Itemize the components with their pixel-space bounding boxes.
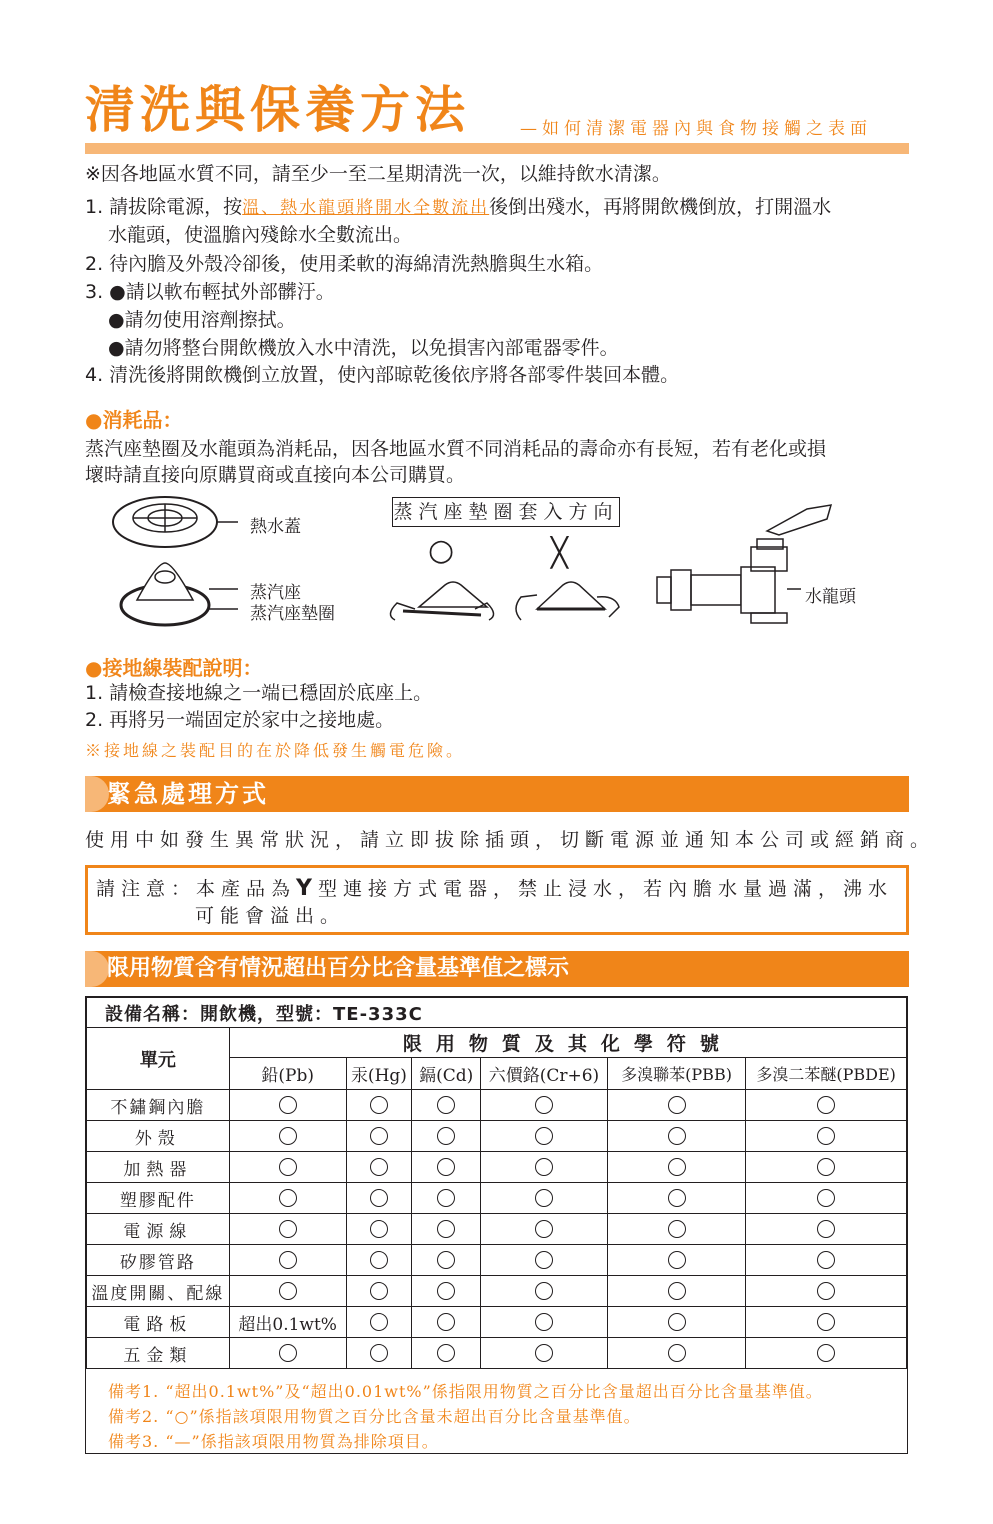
circle-icon	[437, 1344, 455, 1362]
compliant-mark	[746, 1338, 907, 1369]
compliant-mark	[607, 1338, 746, 1369]
step1-text-a: 1. 請拔除電源，按	[85, 196, 243, 218]
note-3: 備考3. “—”係指該項限用物質為排除項目。	[108, 1432, 439, 1451]
compliant-mark	[607, 1121, 746, 1152]
circle-icon	[535, 1313, 553, 1331]
grounding-step-2: 2. 再將另一端固定於家中之接地處。	[85, 709, 395, 731]
circle-icon	[370, 1189, 388, 1207]
emergency-title: 緊急處理方式	[107, 780, 269, 808]
cleaning-note: ※因各地區水質不同，請至少一至二星期清洗一次，以維持飲水清潔。	[85, 163, 671, 185]
correct-mark: ○	[428, 533, 455, 568]
circle-icon	[668, 1282, 686, 1300]
circle-icon	[437, 1096, 455, 1114]
label-faucet: 水龍頭	[805, 587, 856, 607]
circle-icon	[817, 1189, 835, 1207]
compliant-mark	[746, 1276, 907, 1307]
circle-icon	[668, 1220, 686, 1238]
compliant-mark	[481, 1121, 608, 1152]
table-row	[87, 1214, 907, 1245]
compliant-mark	[346, 1090, 412, 1121]
compliant-mark	[346, 1121, 412, 1152]
circle-icon	[370, 1127, 388, 1145]
circle-icon	[437, 1282, 455, 1300]
circle-icon	[370, 1282, 388, 1300]
circle-icon	[279, 1127, 297, 1145]
circle-icon	[668, 1189, 686, 1207]
table-row	[87, 1183, 907, 1214]
step1-text-b: 後倒出殘水，再將開飲機倒放，打開溫水	[489, 196, 832, 218]
circle-icon	[535, 1096, 553, 1114]
circle-icon	[279, 1251, 297, 1269]
cleaning-step-3a: 3. ●請以軟布輕拭外部髒汙。	[85, 281, 335, 303]
compliant-mark	[746, 1245, 907, 1276]
circle-icon	[437, 1189, 455, 1207]
cleaning-step-1-cont: 水龍頭，使溫膽內殘餘水全數流出。	[108, 224, 413, 246]
notice-y-mark: Y	[296, 876, 318, 901]
cleaning-step-1	[85, 194, 831, 221]
circle-icon	[817, 1127, 835, 1145]
component-name: 不鏽鋼內膽	[87, 1090, 230, 1121]
compliant-mark	[481, 1245, 608, 1276]
compliant-mark	[229, 1121, 346, 1152]
circle-icon	[279, 1220, 297, 1238]
grounding-heading: ●接地線裝配說明：	[85, 656, 263, 680]
component-name: 電路板	[87, 1307, 230, 1338]
circle-icon	[668, 1158, 686, 1176]
compliant-mark	[412, 1152, 481, 1183]
note-1: 備考1. “超出0.1wt%”及“超出0.01wt%”係指限用物質之百分比含量超出百分比含量基準值。	[108, 1382, 823, 1401]
notice-text-b: 型連接方式電器，禁止浸水，若內膽水量過滿，沸水	[317, 878, 893, 900]
compliant-mark	[607, 1276, 746, 1307]
circle-icon	[817, 1313, 835, 1331]
circle-icon	[817, 1344, 835, 1362]
compliant-mark	[229, 1276, 346, 1307]
component-name: 外殼	[87, 1121, 230, 1152]
table-row	[87, 1121, 907, 1152]
equipment-name: 設備名稱：開飲機，型號：TE-333C	[87, 998, 907, 1028]
compliant-mark	[229, 1338, 346, 1369]
component-name: 加熱器	[87, 1152, 230, 1183]
compliant-mark	[746, 1183, 907, 1214]
wrong-mark: ╳	[551, 536, 568, 569]
compliant-mark	[412, 1338, 481, 1369]
compliant-mark	[412, 1214, 481, 1245]
component-name: 電源線	[87, 1214, 230, 1245]
circle-icon	[668, 1313, 686, 1331]
consumables-heading: ●消耗品：	[85, 408, 183, 432]
circle-icon	[668, 1127, 686, 1145]
circle-icon	[279, 1344, 297, 1362]
component-name: 五金類	[87, 1338, 230, 1369]
circle-icon	[535, 1189, 553, 1207]
circle-icon	[817, 1282, 835, 1300]
notice-text-a: 請注意：本產品為	[96, 878, 297, 900]
restricted-substance-table	[85, 996, 908, 1454]
compliant-mark	[481, 1090, 608, 1121]
table-row	[87, 1338, 907, 1369]
compliant-mark	[746, 1121, 907, 1152]
substance-column-header: 六價鉻(Cr+6)	[481, 1058, 608, 1090]
cleaning-step-4: 4. 清洗後將開飲機倒立放置，使內部晾乾後依序將各部零件裝回本體。	[85, 364, 680, 386]
circle-icon	[437, 1313, 455, 1331]
compliant-mark	[481, 1307, 608, 1338]
compliant-mark	[346, 1183, 412, 1214]
substances-group-header: 限用物質及其化學符號	[229, 1028, 906, 1058]
circle-icon	[370, 1344, 388, 1362]
table-row	[87, 1090, 907, 1121]
compliant-mark	[229, 1183, 346, 1214]
compliant-mark	[481, 1276, 608, 1307]
circle-icon	[535, 1251, 553, 1269]
circle-icon	[535, 1220, 553, 1238]
compliant-mark	[412, 1183, 481, 1214]
notice-line-2: 可能會溢出。	[195, 905, 346, 927]
table-row	[87, 1245, 907, 1276]
table-row	[87, 1276, 907, 1307]
compliant-mark	[346, 1338, 412, 1369]
compliant-mark	[346, 1307, 412, 1338]
component-name: 溫度開關、配線	[87, 1276, 230, 1307]
compliant-mark	[412, 1245, 481, 1276]
consumables-text-a: 蒸汽座墊圈及水龍頭為消耗品，因各地區水質不同消耗品的壽命亦有長短，若有老化或損	[85, 438, 827, 460]
circle-icon	[668, 1096, 686, 1114]
notice-box	[85, 865, 909, 935]
substance-table	[86, 997, 907, 1369]
circle-icon	[668, 1251, 686, 1269]
circle-icon	[370, 1251, 388, 1269]
compliant-mark	[412, 1276, 481, 1307]
exceeds-value: 超出0.1wt%	[229, 1307, 346, 1338]
header-rule	[85, 143, 909, 154]
circle-icon	[817, 1251, 835, 1269]
compliant-mark	[746, 1214, 907, 1245]
compliant-mark	[229, 1090, 346, 1121]
compliant-mark	[607, 1152, 746, 1183]
consumables-text-b: 壞時請直接向原購買商或直接向本公司購買。	[85, 464, 466, 486]
circle-icon	[668, 1344, 686, 1362]
circle-icon	[535, 1127, 553, 1145]
compliant-mark	[607, 1214, 746, 1245]
grounding-note: ※接地線之裝配目的在於降低發生觸電危險。	[85, 741, 466, 760]
compliant-mark	[346, 1245, 412, 1276]
circle-icon	[535, 1282, 553, 1300]
substance-column-header: 多溴二苯醚(PBDE)	[746, 1058, 907, 1090]
unit-header: 單元	[87, 1028, 230, 1090]
compliant-mark	[607, 1245, 746, 1276]
compliant-mark	[481, 1152, 608, 1183]
compliant-mark	[481, 1214, 608, 1245]
compliant-mark	[346, 1214, 412, 1245]
circle-icon	[279, 1282, 297, 1300]
table-row	[87, 1152, 907, 1183]
compliant-mark	[746, 1307, 907, 1338]
circle-icon	[370, 1096, 388, 1114]
grounding-step-1: 1. 請檢查接地線之一端已穩固於底座上。	[85, 682, 433, 704]
wrong-orientation-illustration	[516, 582, 619, 620]
circle-icon	[370, 1158, 388, 1176]
cleaning-step-2: 2. 待內膽及外殼冷卻後，使用柔軟的海綿清洗熱膽與生水箱。	[85, 253, 604, 275]
circle-icon	[279, 1096, 297, 1114]
label-steam-seat-gasket: 蒸汽座墊圈	[250, 604, 335, 624]
compliant-mark	[607, 1307, 746, 1338]
compliant-mark	[412, 1121, 481, 1152]
circle-icon	[437, 1127, 455, 1145]
page-title: 清洗與保養方法	[85, 81, 470, 139]
circle-icon	[370, 1313, 388, 1331]
substance-column-header: 多溴聯苯(PBB)	[607, 1058, 746, 1090]
circle-icon	[535, 1158, 553, 1176]
circle-icon	[817, 1220, 835, 1238]
compliant-mark	[746, 1090, 907, 1121]
notice-line-1	[96, 874, 893, 901]
compliant-mark	[229, 1245, 346, 1276]
component-name: 矽膠管路	[87, 1245, 230, 1276]
restricted-title: 限用物質含有情況超出百分比含量基準值之標示	[107, 956, 570, 981]
emergency-bar	[85, 776, 909, 812]
compliant-mark	[346, 1276, 412, 1307]
bar-accent	[85, 776, 109, 812]
compliant-mark	[607, 1090, 746, 1121]
substance-column-header: 鎘(Cd)	[412, 1058, 481, 1090]
label-steam-seat: 蒸汽座	[250, 583, 301, 603]
compliant-mark	[412, 1090, 481, 1121]
compliant-mark	[229, 1214, 346, 1245]
steam-seat-illustration	[121, 563, 238, 625]
circle-icon	[437, 1251, 455, 1269]
substance-column-header: 汞(Hg)	[346, 1058, 412, 1090]
compliant-mark	[481, 1338, 608, 1369]
circle-icon	[370, 1220, 388, 1238]
bar-accent	[85, 951, 109, 987]
lid-illustration	[113, 497, 238, 547]
circle-icon	[437, 1220, 455, 1238]
cleaning-step-3b: ●請勿使用溶劑擦拭。	[108, 309, 296, 331]
page-subtitle: —如何清潔電器內與食物接觸之表面	[520, 119, 872, 139]
compliant-mark	[607, 1183, 746, 1214]
restricted-bar	[85, 951, 909, 987]
substance-column-header: 鉛(Pb)	[229, 1058, 346, 1090]
circle-icon	[817, 1158, 835, 1176]
label-hot-water-lid: 熱水蓋	[250, 517, 301, 537]
compliant-mark	[746, 1152, 907, 1183]
step1-highlight: 溫、熱水龍頭將開水全數流出	[242, 198, 490, 218]
circle-icon	[279, 1189, 297, 1207]
emergency-text: 使用中如發生異常狀況，請立即拔除插頭，切斷電源並通知本公司或經銷商。	[85, 829, 936, 851]
circle-icon	[817, 1096, 835, 1114]
circle-icon	[535, 1344, 553, 1362]
compliant-mark	[481, 1183, 608, 1214]
circle-icon	[279, 1158, 297, 1176]
table-row	[87, 1307, 907, 1338]
compliant-mark	[229, 1152, 346, 1183]
cleaning-step-3c: ●請勿將整台開飲機放入水中清洗，以免損害內部電器零件。	[108, 337, 619, 359]
label-gasket-direction: 蒸汽座墊圈套入方向	[392, 497, 620, 527]
compliant-mark	[412, 1307, 481, 1338]
note-2: 備考2. “○”係指該項限用物質之百分比含量未超出百分比含量基準值。	[108, 1407, 641, 1426]
correct-orientation-illustration	[390, 582, 493, 620]
component-name: 塑膠配件	[87, 1183, 230, 1214]
circle-icon	[437, 1158, 455, 1176]
compliant-mark	[346, 1152, 412, 1183]
